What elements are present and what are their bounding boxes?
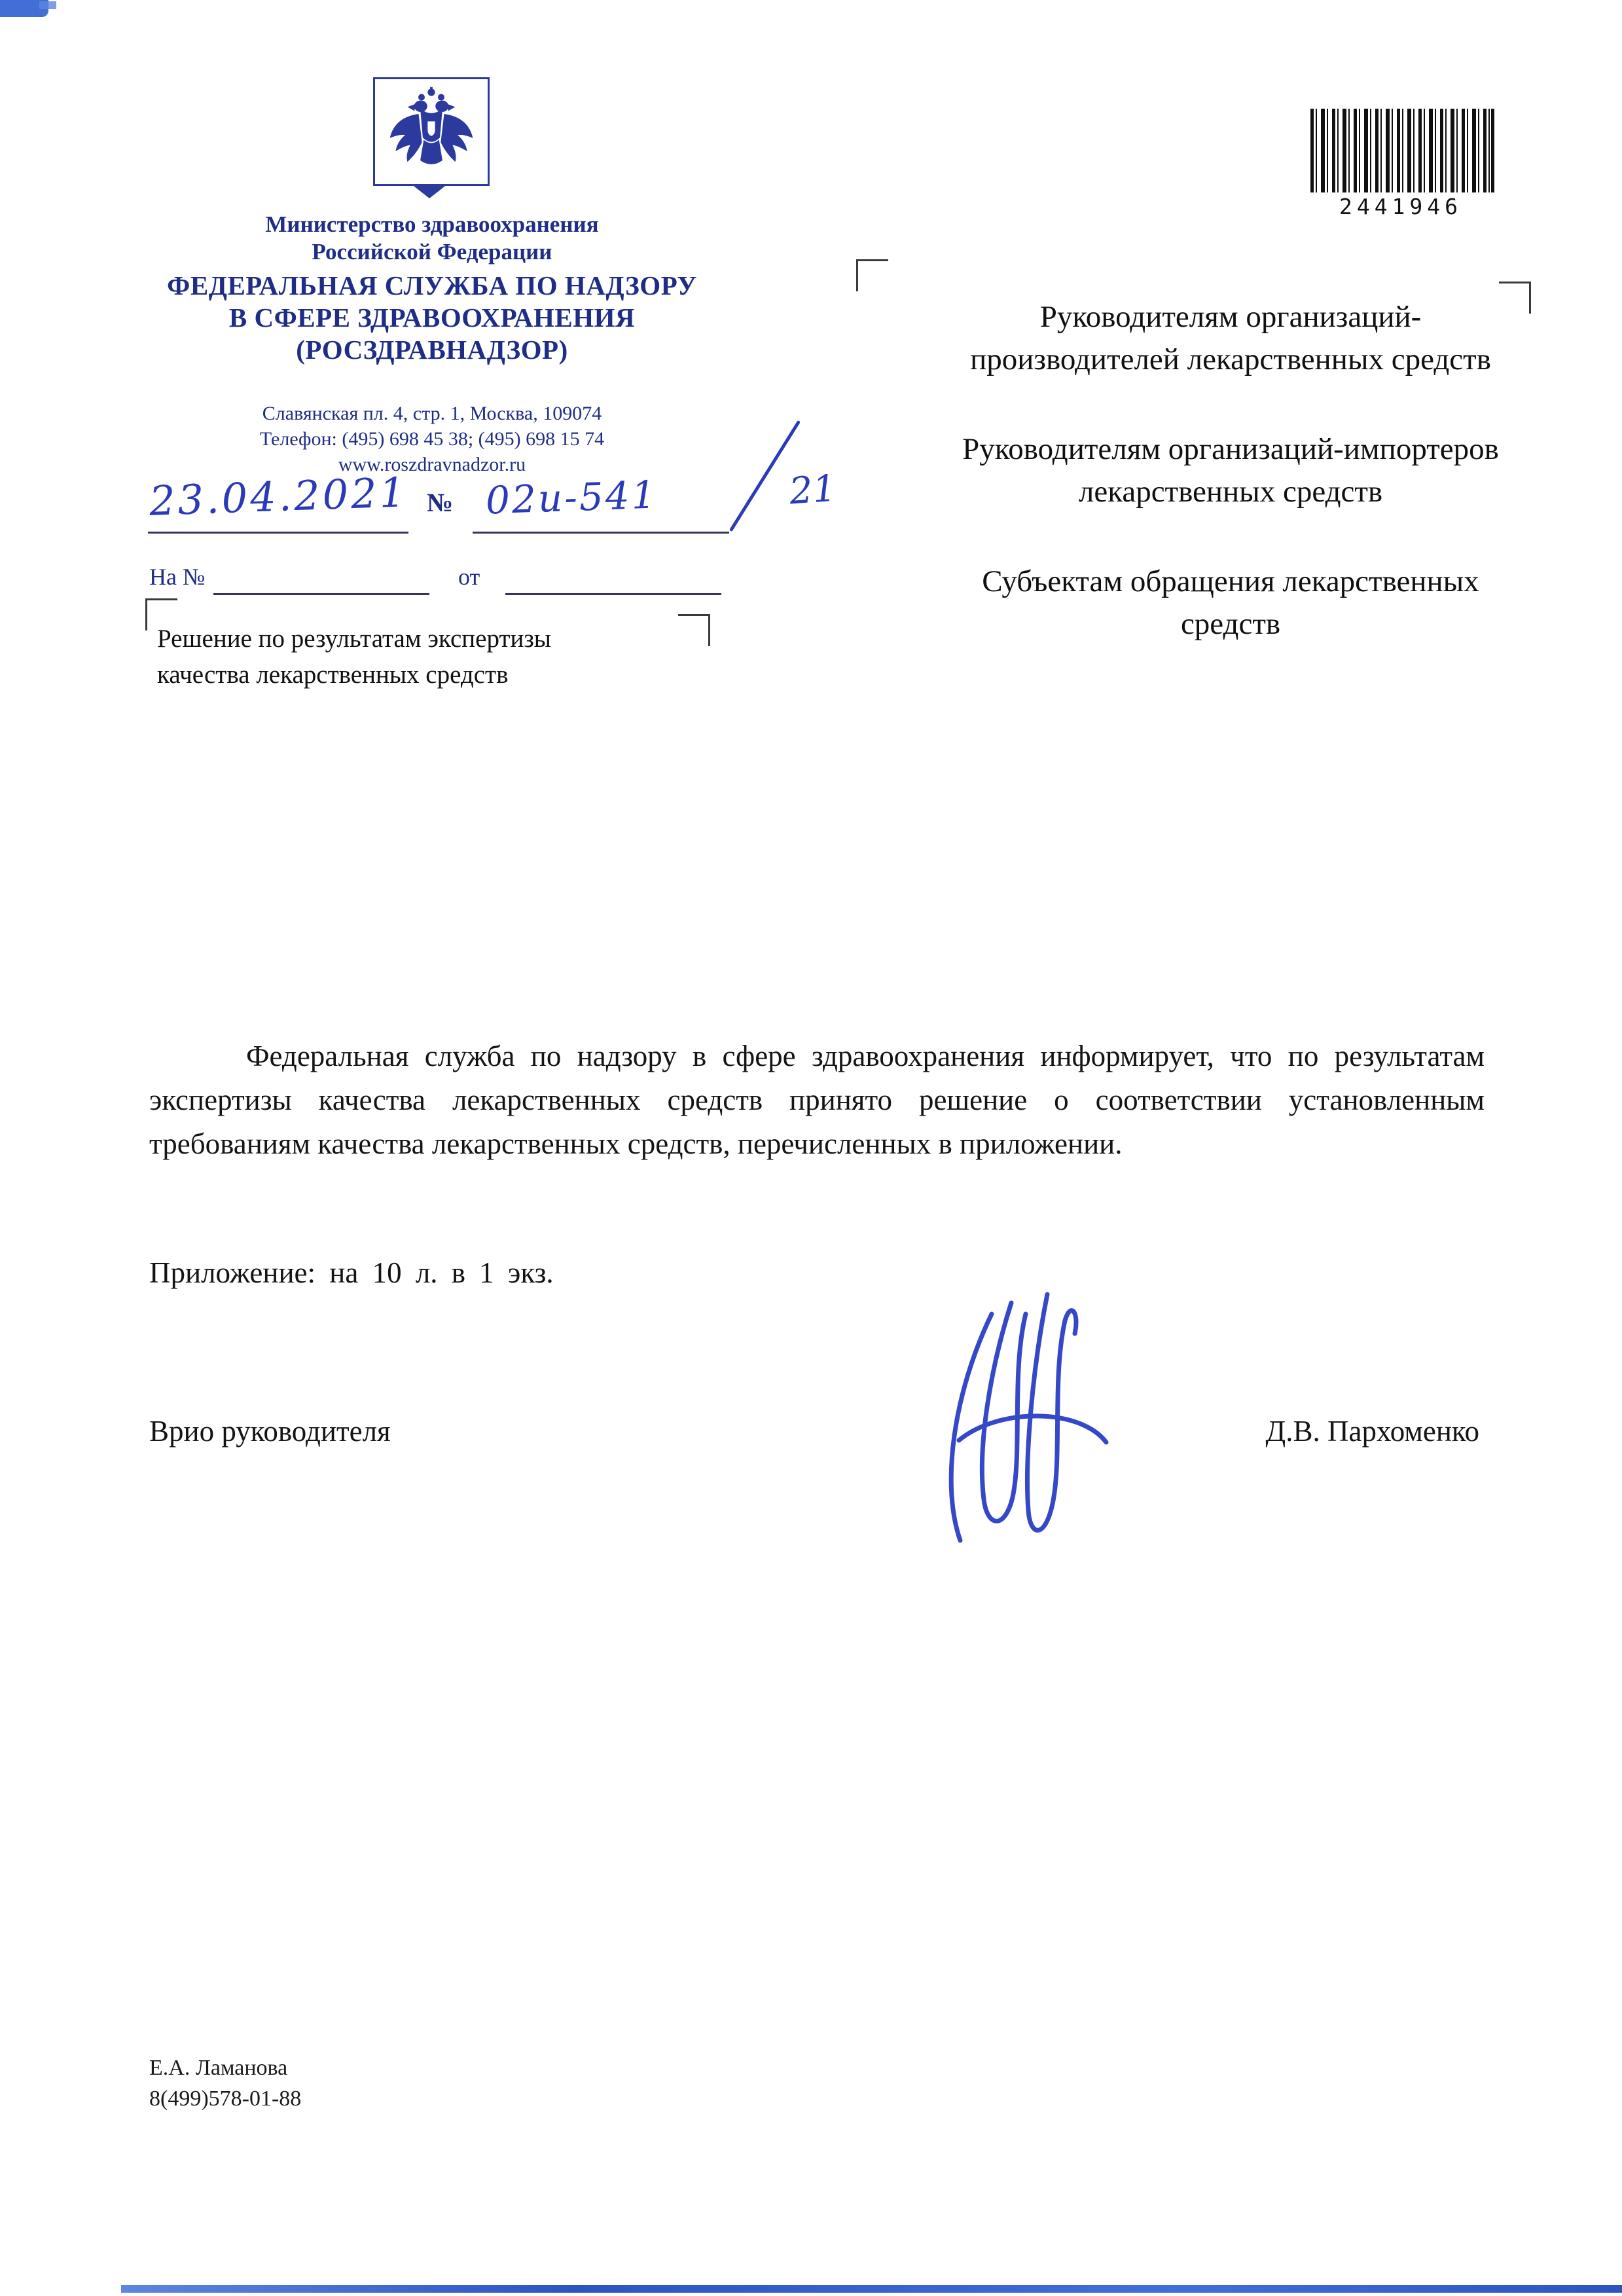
service-line1: ФЕДЕРАЛЬНАЯ СЛУЖБА ПО НАДЗОРУ (167, 270, 697, 301)
handwritten-outgoing-number: 02и-541 (484, 472, 658, 523)
ministry-name (92, 211, 772, 266)
recipient-importers: Руководителям организаций-импортеров лекарственных средств (962, 432, 1499, 509)
address-line: Славянская пл. 4, стр. 1, Москва, 109074 (262, 403, 602, 424)
number-underline (473, 532, 729, 534)
service-line2: В СФЕРЕ ЗДРАВООХРАНЕНИЯ (228, 302, 636, 333)
service-name (92, 270, 772, 366)
ministry-line1: Министерство здравоохранения (265, 211, 599, 237)
subject-block (157, 621, 720, 693)
signature-scribble (913, 1273, 1139, 1561)
executor-phone: 8(499)578-01-88 (149, 2086, 302, 2111)
reference-number-blank-line (213, 593, 429, 595)
signer-name: Д.В. Пархоменко (1265, 1415, 1479, 1448)
handwritten-year-suffix: 21 (787, 467, 838, 513)
website-line: www.roszdravnadzor.ru (338, 454, 526, 475)
executor-block (149, 2052, 301, 2114)
barcode (1310, 109, 1491, 219)
address-zone-corner-top-left (856, 259, 888, 291)
service-line3: (РОСЗДРАВНАДЗОР) (296, 335, 568, 365)
handwritten-date: 23.04.2021 (148, 468, 409, 525)
coat-of-arms-emblem (373, 77, 490, 186)
date-underline (148, 532, 408, 534)
ministry-line2: Российской Федерации (312, 239, 552, 264)
barcode-bars (1310, 109, 1494, 192)
attachment-line: Приложение: на 10 л. в 1 экз. (149, 1256, 554, 1289)
signer-position: Врио руководителя (149, 1415, 391, 1448)
recipient-subjects: Субъектам обращения лекарственных средств (982, 564, 1479, 641)
reference-ot-label: от (458, 564, 480, 590)
body-paragraph: Федеральная служба по надзору в сфере здравоохранения информирует, что по результатам экспертизы качества лекарственных средств принято решение о соответствии установленным требованиям качества лекарственных средств, перечисленных в приложении. (149, 1040, 1485, 1160)
phone-line: Телефон: (495) 698 45 38; (495) 698 15 74 (259, 428, 605, 450)
contact-block (92, 401, 772, 477)
recipient-producers: Руководителям организаций-производителей лекарственных средств (970, 300, 1491, 376)
subject-line1: Решение по результатам экспертизы (157, 625, 551, 653)
scan-artifact-bottom-line (121, 2285, 1622, 2293)
executor-name: Е.А. Ламанова (149, 2056, 288, 2080)
reference-na-label: На № (149, 564, 206, 590)
recipients-block (962, 296, 1499, 693)
reference-date-blank-line (505, 593, 721, 595)
barcode-number: 2441946 (1339, 194, 1463, 219)
emblem-ribbon (411, 184, 448, 198)
number-sign-label: № (427, 488, 454, 517)
scan-artifact-top-left-2 (39, 1, 56, 9)
subject-line2: качества лекарственных средств (157, 661, 509, 689)
address-zone-corner-top-right (1499, 282, 1531, 314)
double-headed-eagle-icon (382, 86, 480, 177)
